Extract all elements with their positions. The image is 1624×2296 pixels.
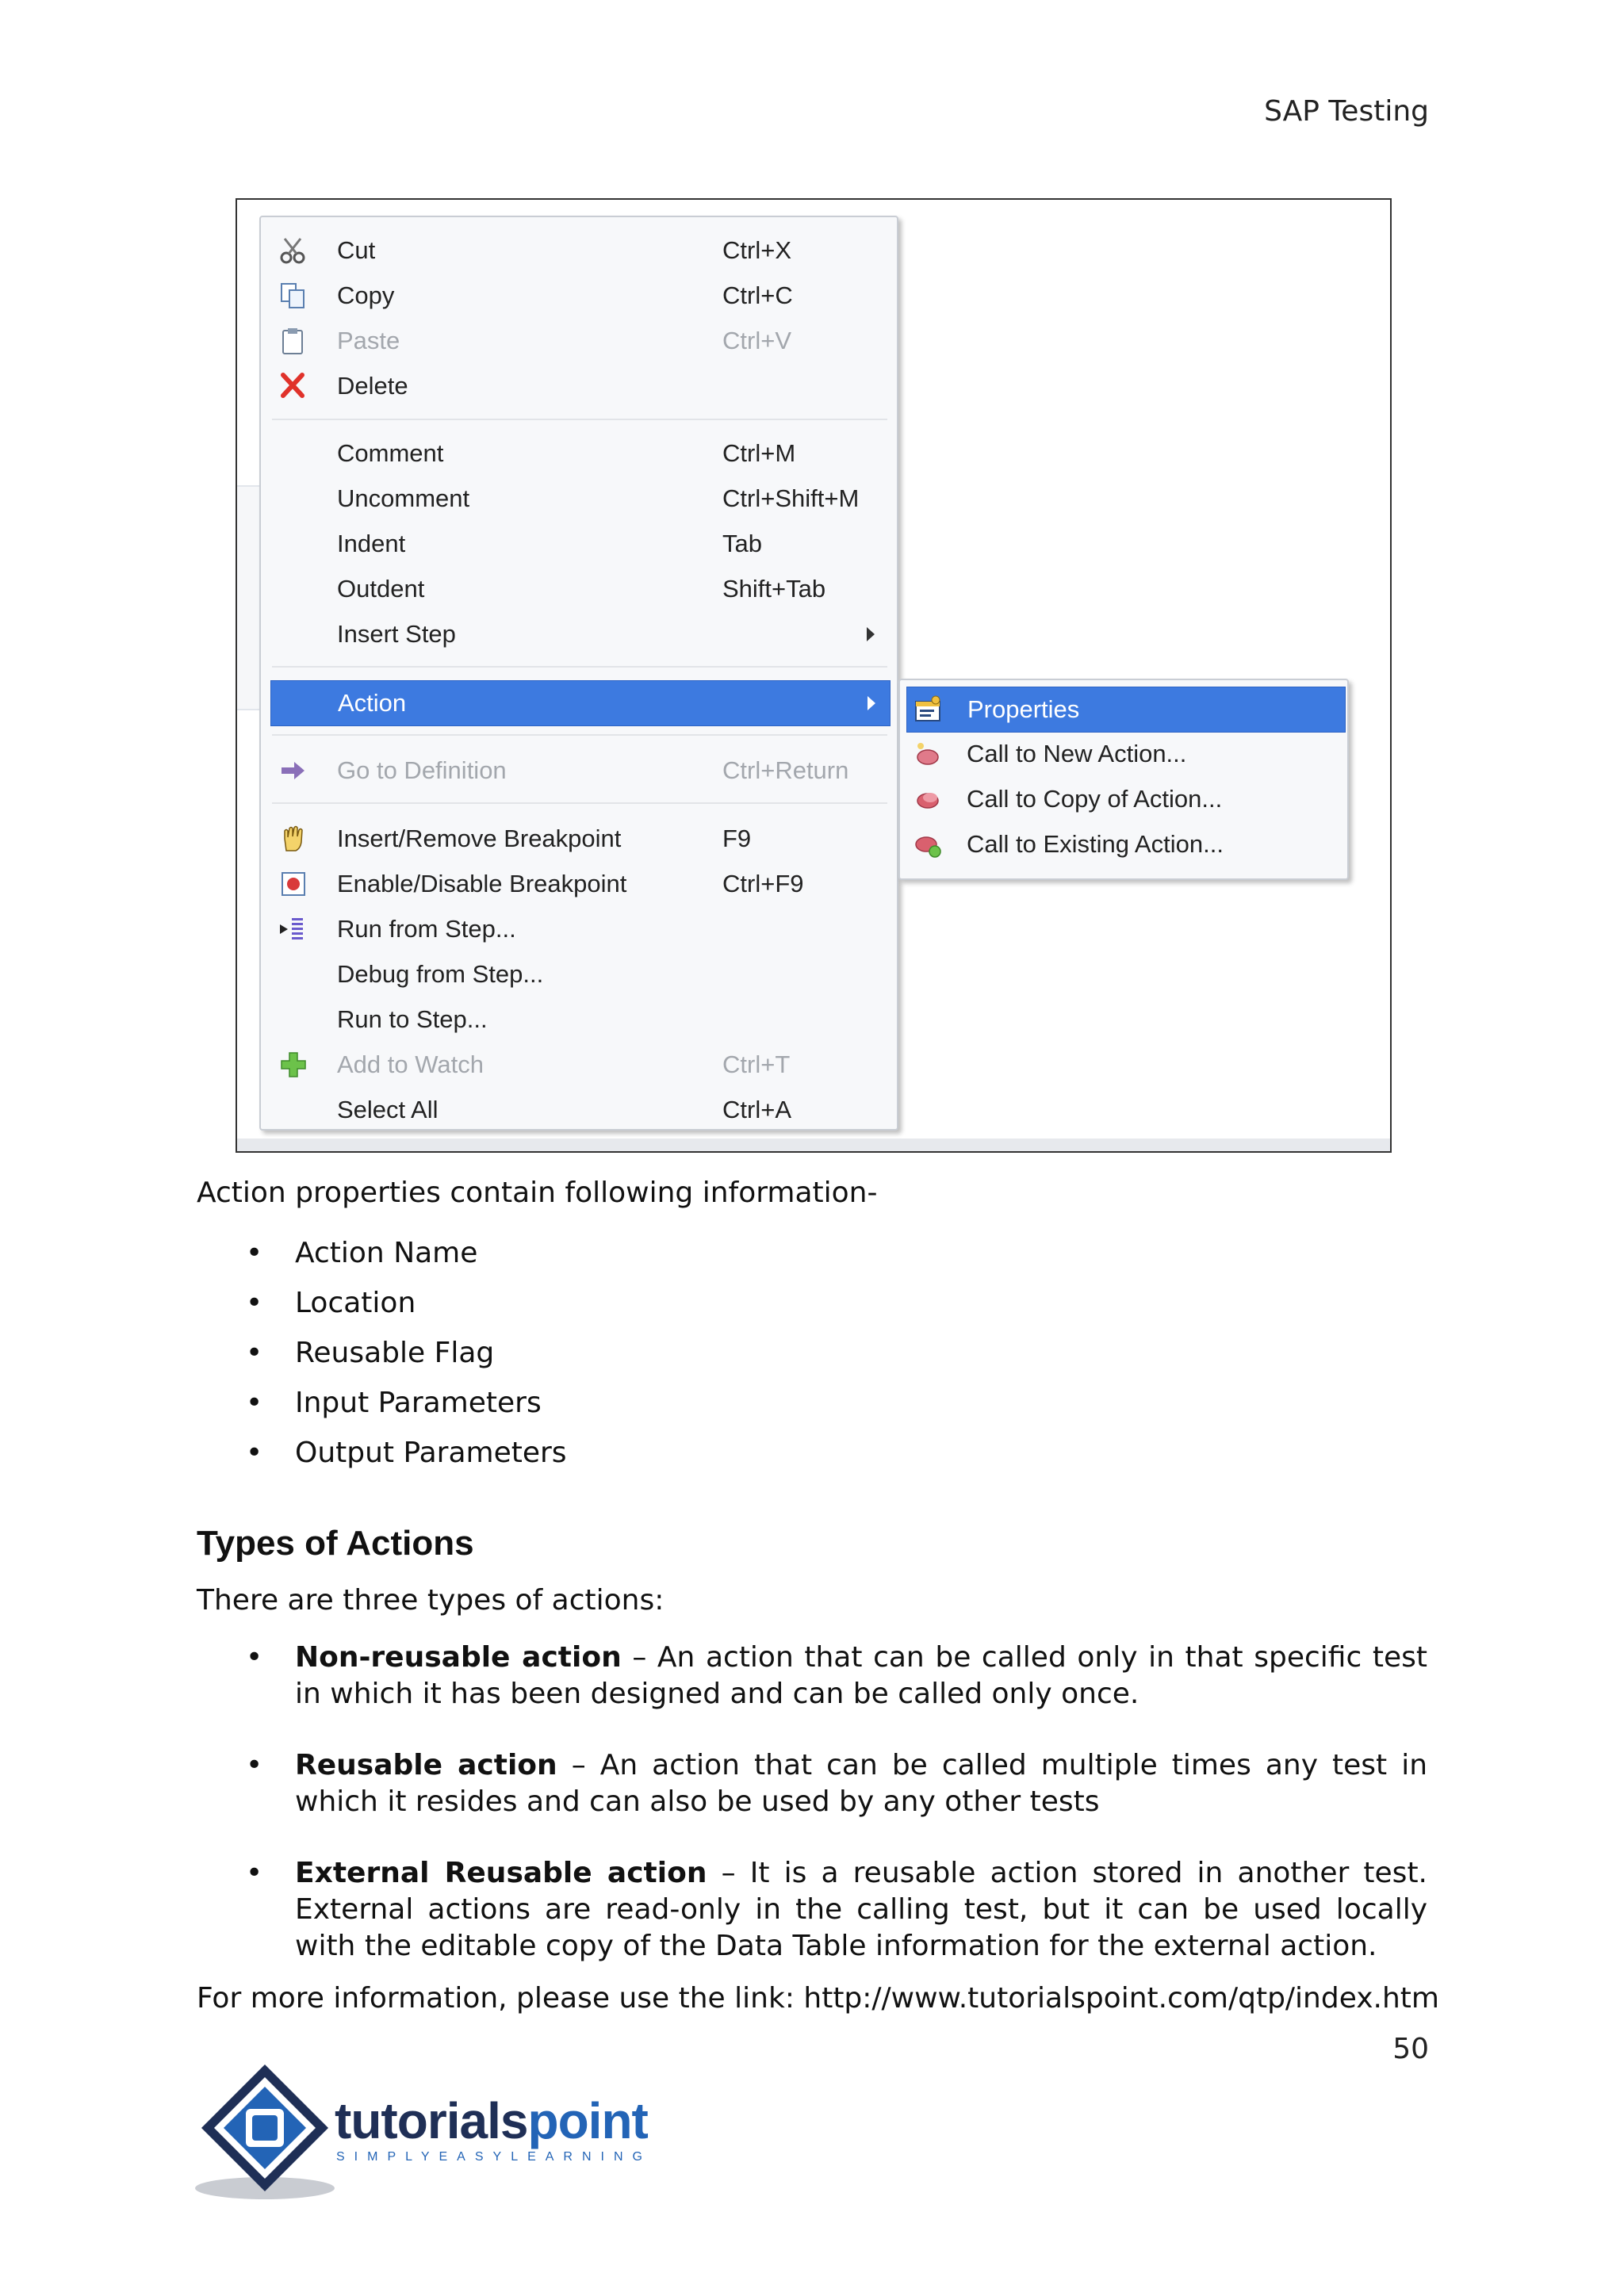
existing-action-icon xyxy=(913,830,943,859)
menu-separator xyxy=(272,734,887,736)
menu-item-label: Copy xyxy=(337,281,395,309)
submenu-item-properties[interactable] xyxy=(906,687,1346,733)
logo-wordmark: tutorialspoint xyxy=(335,2092,648,2149)
editor-scrollbar xyxy=(237,1138,1390,1151)
menu-shortcut: Tab xyxy=(722,530,762,557)
list-item: • Location xyxy=(246,1287,416,1319)
menu-item-label: Add to Watch xyxy=(337,1050,484,1078)
new-action-icon xyxy=(913,740,943,768)
menu-item-label: Select All xyxy=(337,1096,439,1123)
copy-action-icon xyxy=(913,785,943,813)
menu-item-label: Run to Step... xyxy=(337,1005,488,1033)
menu-item-label: Action xyxy=(338,689,407,717)
menu-shortcut: Ctrl+Shift+M xyxy=(722,484,860,512)
intro-text: Action properties contain following information- xyxy=(197,1177,878,1209)
submenu-item-label: Properties xyxy=(967,695,1080,723)
clipboard-icon xyxy=(278,327,308,355)
menu-shortcut: Ctrl+Return xyxy=(722,756,849,784)
list-item: • Reusable action – An action that can be called multiple times any test in which it resides and can also be used by any other tests xyxy=(246,1749,1428,1818)
property-list xyxy=(197,1235,1427,1471)
menu-shortcut: F9 xyxy=(722,825,752,852)
context-menu xyxy=(259,216,898,1131)
arrow-right-icon xyxy=(278,756,308,785)
submenu-item-label: Call to New Action... xyxy=(967,740,1187,767)
menu-item-insert-remove-breakpoint[interactable] xyxy=(270,817,889,861)
submenu-item-label: Call to Existing Action... xyxy=(967,830,1224,858)
action-submenu xyxy=(898,679,1349,880)
breakpoint-icon xyxy=(278,870,308,898)
menu-item-add-to-watch[interactable] xyxy=(270,1043,889,1087)
menu-item-label: Cut xyxy=(337,236,376,264)
menu-item-uncomment[interactable] xyxy=(270,476,889,521)
properties-icon xyxy=(914,695,944,724)
menu-item-label: Paste xyxy=(337,327,400,354)
action-types-list xyxy=(197,1640,1427,1965)
submenu-arrow-icon xyxy=(867,627,875,641)
menu-item-label: Comment xyxy=(337,439,444,467)
menu-item-run-from-step[interactable] xyxy=(270,907,889,951)
menu-separator xyxy=(272,419,887,420)
menu-shortcut: Ctrl+V xyxy=(722,327,791,354)
menu-shortcut: Ctrl+X xyxy=(722,236,791,264)
menu-item-label: Uncomment xyxy=(337,484,470,512)
menu-item-label: Insert Step xyxy=(337,620,456,648)
menu-item-indent[interactable] xyxy=(270,522,889,566)
menu-separator xyxy=(272,666,887,668)
editor-background xyxy=(237,485,259,710)
menu-item-cut[interactable] xyxy=(270,228,889,273)
menu-shortcut: Ctrl+F9 xyxy=(722,870,804,897)
menu-shortcut: Ctrl+M xyxy=(722,439,796,467)
section-heading: Types of Actions xyxy=(197,1524,474,1563)
menu-item-label: Debug from Step... xyxy=(337,960,544,988)
menu-item-copy[interactable] xyxy=(270,274,889,318)
menu-shortcut: Shift+Tab xyxy=(722,575,826,603)
list-item: • Action Name xyxy=(246,1237,478,1269)
tutorialspoint-logo xyxy=(193,2060,669,2202)
list-item: • Output Parameters xyxy=(246,1437,567,1469)
menu-item-insert-step[interactable] xyxy=(270,612,889,656)
menu-item-comment[interactable] xyxy=(270,431,889,476)
more-info-link[interactable]: For more information, please use the link: http://www.tutorialspoint.com/qtp/index.htm xyxy=(197,1982,1439,2015)
menu-item-label: Run from Step... xyxy=(337,915,516,943)
menu-item-enable-disable-breakpoint[interactable] xyxy=(270,862,889,906)
menu-shortcut: Ctrl+C xyxy=(722,281,793,309)
submenu-item-call-to-copy-of-action[interactable] xyxy=(906,777,1344,821)
menu-item-action[interactable] xyxy=(270,680,891,726)
menu-item-select-all[interactable] xyxy=(270,1088,889,1132)
menu-item-label: Indent xyxy=(337,530,406,557)
menu-shortcut: Ctrl+A xyxy=(722,1096,791,1123)
menu-item-debug-from-step[interactable] xyxy=(270,952,889,997)
list-item: • Input Parameters xyxy=(246,1387,542,1419)
list-item: • Reusable Flag xyxy=(246,1337,495,1369)
menu-item-delete[interactable] xyxy=(270,364,889,408)
run-from-step-icon xyxy=(278,915,308,943)
menu-item-label: Outdent xyxy=(337,575,425,603)
menu-separator xyxy=(272,802,887,804)
list-item: • External Reusable action – It is a reusable action stored in another test. External actions are read-only in the calling test, but it can be used locally with the editable copy of the Data Table information for the external action. xyxy=(246,1857,1427,1962)
scissors-icon xyxy=(278,236,308,265)
menu-item-label: Enable/Disable Breakpoint xyxy=(337,870,627,897)
screenshot-frame xyxy=(236,198,1392,1153)
logo-tagline: SIMPLYEASYLEARNING xyxy=(336,2150,652,2164)
menu-shortcut: Ctrl+T xyxy=(722,1050,791,1078)
submenu-item-call-to-existing-action[interactable] xyxy=(906,822,1344,867)
delete-x-icon xyxy=(278,372,308,400)
menu-item-outdent[interactable] xyxy=(270,567,889,611)
page-number: 50 xyxy=(1392,2033,1429,2065)
menu-item-go-to-definition[interactable] xyxy=(270,748,889,793)
menu-item-label: Delete xyxy=(337,372,408,400)
types-intro: There are three types of actions: xyxy=(197,1584,665,1617)
menu-item-label: Go to Definition xyxy=(337,756,507,784)
menu-item-paste[interactable] xyxy=(270,319,889,363)
menu-item-run-to-step[interactable] xyxy=(270,997,889,1042)
page-header: SAP Testing xyxy=(1264,95,1429,128)
logo-diamond-icon xyxy=(193,2060,336,2202)
hand-icon xyxy=(278,825,308,853)
list-item: • Non-reusable action – An action that can be called only in that specific test in which it has been designed and can be called only once. xyxy=(246,1641,1428,1710)
menu-item-label: Insert/Remove Breakpoint xyxy=(337,825,622,852)
submenu-item-call-to-new-action[interactable] xyxy=(906,732,1344,776)
submenu-arrow-icon xyxy=(868,696,875,710)
green-plus-icon xyxy=(278,1050,308,1079)
submenu-item-label: Call to Copy of Action... xyxy=(967,785,1223,813)
copy-icon xyxy=(278,281,308,310)
